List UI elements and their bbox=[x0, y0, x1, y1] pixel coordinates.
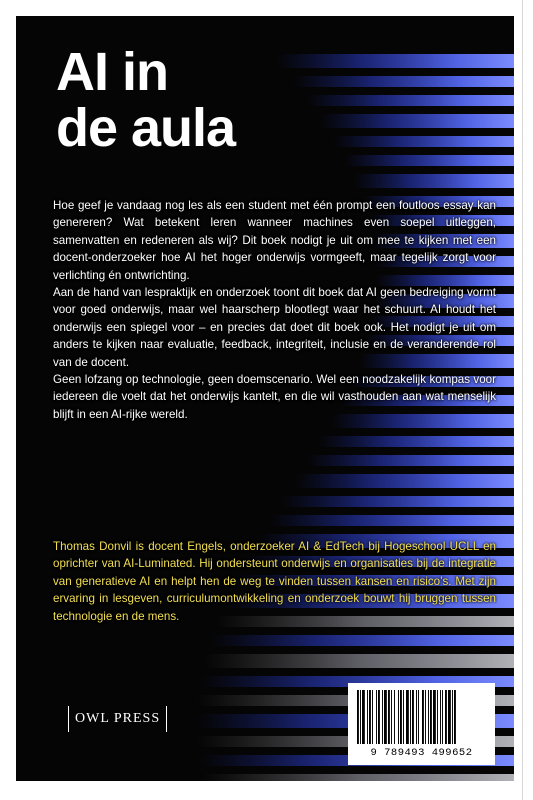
stripe bbox=[295, 474, 514, 488]
barcode-bar bbox=[425, 690, 426, 744]
barcode-bar bbox=[378, 690, 380, 744]
stripe bbox=[307, 455, 514, 466]
barcode-bar bbox=[454, 690, 456, 744]
publisher-logo bbox=[68, 706, 167, 732]
barcode-bar bbox=[448, 690, 451, 744]
barcode-bar bbox=[360, 690, 361, 744]
barcode-bar bbox=[400, 690, 402, 744]
stripe bbox=[210, 635, 514, 646]
stripe bbox=[269, 515, 514, 526]
barcode-bar bbox=[391, 690, 392, 744]
page-edge bbox=[522, 0, 533, 800]
stripe bbox=[307, 95, 514, 106]
publisher-logo-bar-right bbox=[166, 706, 167, 732]
barcode-bar bbox=[357, 690, 359, 744]
barcode-bar bbox=[382, 690, 383, 744]
barcode-bar bbox=[369, 690, 371, 744]
barcode-bar bbox=[428, 690, 429, 744]
barcode-bar bbox=[384, 690, 387, 744]
stripe bbox=[320, 114, 514, 128]
barcode-bar bbox=[403, 690, 404, 744]
barcode-bar bbox=[433, 690, 436, 744]
barcode-bar bbox=[452, 690, 453, 744]
stripe bbox=[344, 155, 514, 166]
stripe bbox=[334, 136, 514, 147]
stripe bbox=[354, 174, 514, 188]
barcode-bar bbox=[410, 690, 411, 744]
blurb-paragraph-2: Aan de hand van lespraktijk en onderzoek toont dit boek dat AI geen bedreiging vormt voor goed onderwijs, maar wel haarscherp blootlegt waar het schuurt. AI houdt het onderwijs een spiegel voor – en precies dat doet dit boek ook. Het nodigt je uit om anders te kijken naar evaluatie, feedback, integriteit, inclusie en de veranderende rol van de docent. bbox=[53, 286, 496, 369]
barcode-bar bbox=[362, 690, 365, 744]
barcode-bar bbox=[394, 690, 395, 744]
barcode-bar bbox=[416, 690, 417, 744]
barcode-bars bbox=[355, 690, 488, 744]
barcode-bar bbox=[372, 690, 373, 744]
barcode-bar bbox=[430, 690, 432, 744]
barcode-bar bbox=[445, 690, 447, 744]
title-line-2: de aula bbox=[56, 98, 236, 158]
blurb-text bbox=[53, 197, 496, 423]
barcode-bar bbox=[412, 690, 414, 744]
title-line-1: AI in bbox=[56, 42, 168, 102]
blurb-paragraph-1: Hoe geef je vandaag nog les als een student met één prompt een foutloos essay kan genereren? Wat betekent leren wanneer machines even soepel uitleggen, samenvatten en redeneren als wij? Dit boek nodigt je uit om mee te kijken met een docent-onderzoeker hoe AI het hoger onderwijs vormgeeft, maar tegelijk zorgt voor verlichting én ontwrichting. bbox=[53, 199, 496, 282]
barcode-bar bbox=[437, 690, 438, 744]
barcode-bar bbox=[422, 690, 424, 744]
stripe bbox=[318, 436, 514, 447]
barcode-bar bbox=[442, 690, 443, 744]
author-bio: Thomas Donvil is docent Engels, onderzoeker AI & EdTech bij Hogeschool UCLL en oprichter van AI-Luminated. Hij ondersteunt onderwijs en organisaties bij de integratie van generatieve AI en helpt hen de weg te vinden tussen kansen en risico’s. Met zijn ervaring in lesgeven, curriculumontwikkeling en onderzoek bouwt hij bruggen tussen technologie en de mens. bbox=[53, 540, 496, 623]
barcode-bar bbox=[388, 690, 390, 744]
stripe bbox=[203, 774, 514, 781]
stripe bbox=[205, 654, 514, 668]
barcode-bar bbox=[418, 690, 419, 744]
publisher-name: OWL PRESS bbox=[75, 711, 161, 726]
stripe bbox=[293, 76, 514, 87]
isbn-number: 9 789493 499652 bbox=[370, 747, 473, 759]
barcode-bar bbox=[367, 690, 368, 744]
barcode-bar bbox=[440, 690, 441, 744]
stripe bbox=[276, 54, 514, 68]
barcode-bar bbox=[398, 690, 399, 744]
book-title bbox=[56, 44, 235, 156]
barcode-bar bbox=[406, 690, 409, 744]
barcode-bar bbox=[376, 690, 377, 744]
back-cover bbox=[16, 16, 514, 781]
blurb-paragraph-3: Geen lofzang op technologie, geen doemscenario. Wel een noodzakelijk kompas voor iedereen die voelt dat het onderwijs kantelt, en die wil vasthouden aan wat menselijk blijft in een AI-rijke wereld. bbox=[53, 373, 496, 421]
stripe bbox=[281, 496, 514, 507]
isbn-barcode bbox=[348, 683, 495, 765]
